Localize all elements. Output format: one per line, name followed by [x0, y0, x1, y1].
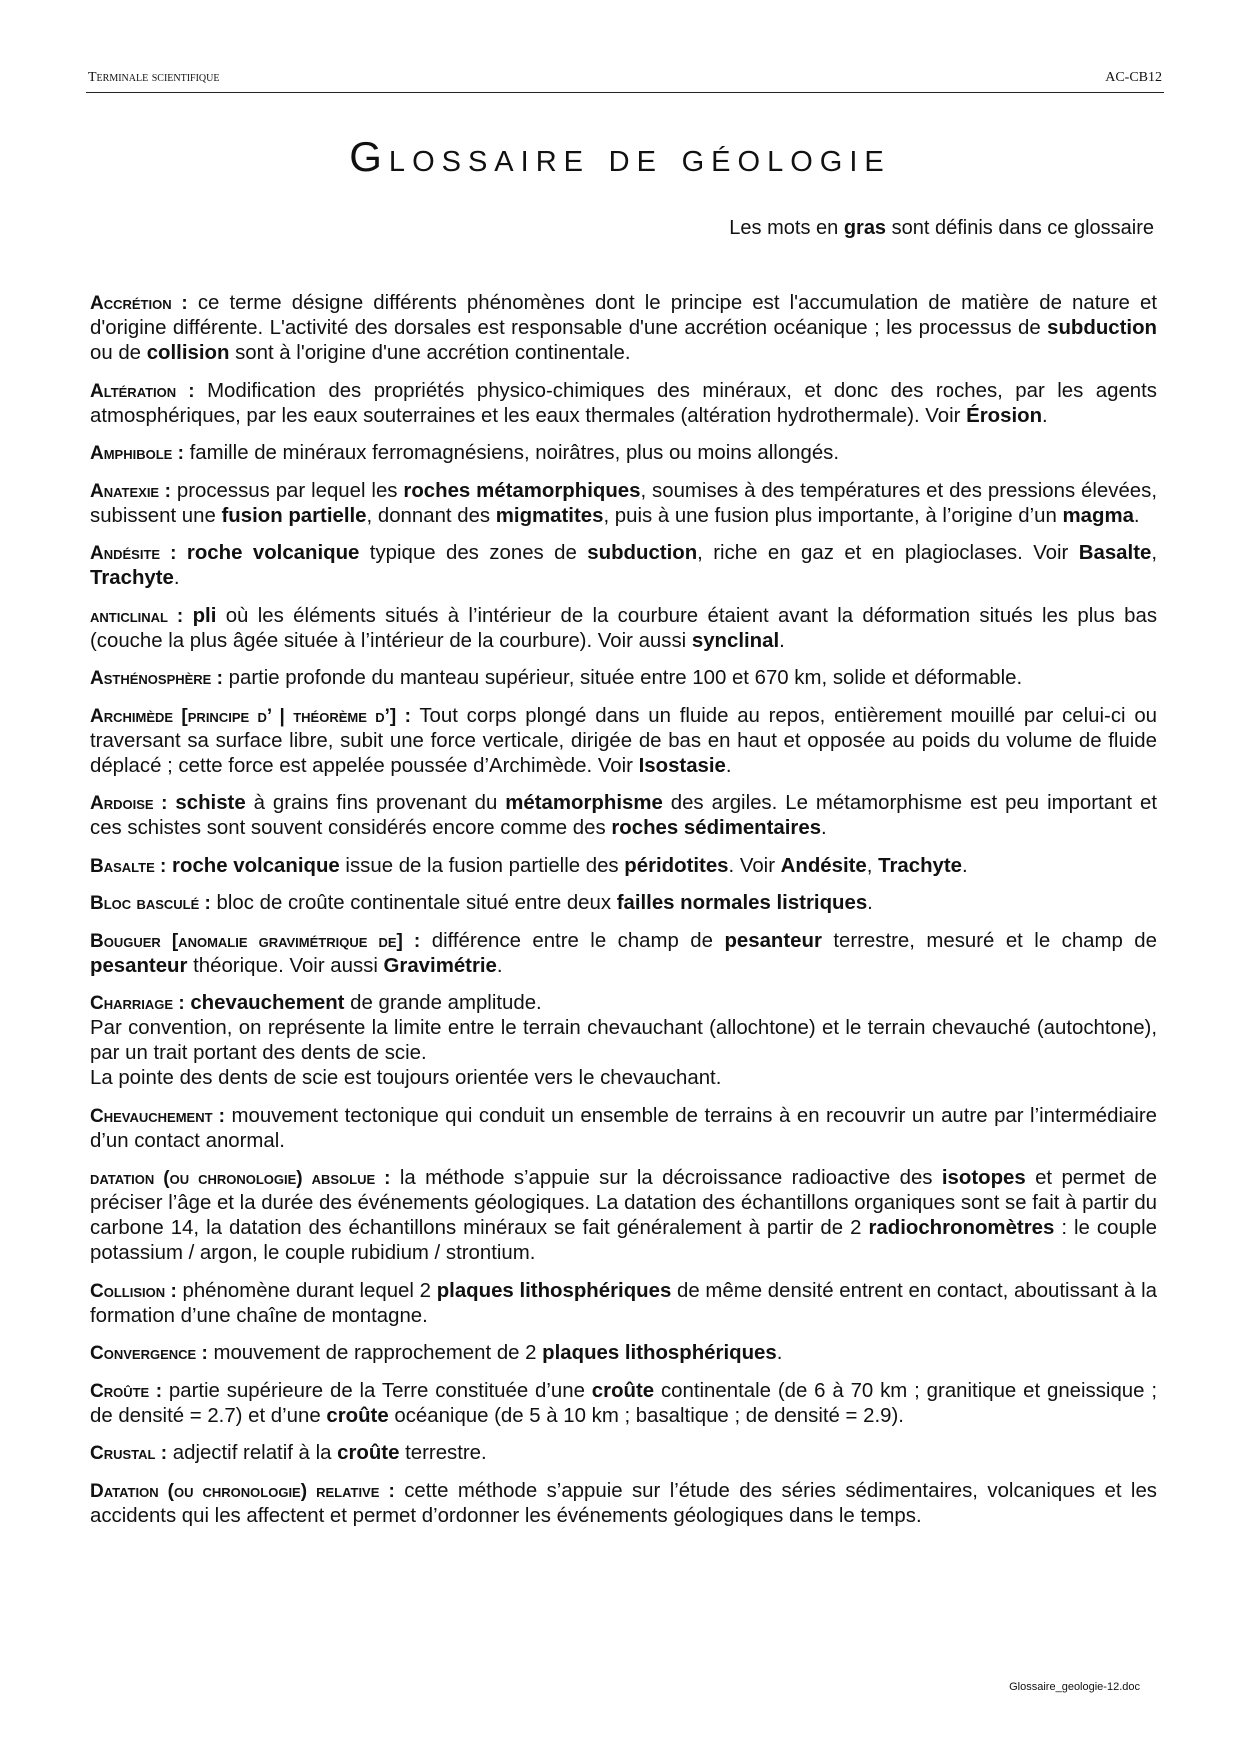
glossary-bold-term: pesanteur — [90, 954, 188, 977]
glossary-definition-text: . — [821, 817, 827, 839]
glossary-definition-text: des argiles. Le métamorphisme est peu important et ces schistes sont souvent considérés encore comme des — [90, 792, 1158, 839]
glossary-definition-text — [183, 605, 192, 627]
glossary-bold-term: roches sédimentaires — [611, 817, 822, 839]
glossary-definition-text: terrestre. — [399, 1442, 487, 1464]
glossary-definition-text: , puis à une fusion plus importante, à l’origine d’un — [603, 504, 1063, 527]
glossary-bold-term: pli — [192, 604, 217, 627]
glossary-definition-text: mouvement tectonique qui conduit un ensemble de terrains à en recouvrir un autre par l’intermédiaire d’un contact anormal. — [90, 1104, 1157, 1152]
glossary-definition-text: , — [1151, 542, 1157, 564]
glossary-term: Convergence : — [90, 1343, 208, 1364]
glossary-definition-text: typique des zones de — [359, 542, 588, 564]
glossary-definition-text: continentale (de 6 à 70 km ; granitique et gneissique ; de densité = 2.7) et d’une — [90, 1379, 1158, 1427]
subtitle — [729, 217, 1154, 240]
glossary-entry — [90, 791, 1157, 841]
glossary-entry — [90, 1341, 1157, 1366]
glossary-definition-text: processus par lequel les — [170, 479, 404, 502]
glossary-definition-text: différence entre le champ de — [420, 929, 725, 952]
glossary-bold-term: Trachyte — [878, 854, 962, 877]
subtitle-bold-word: gras — [843, 217, 887, 239]
glossary-entry — [90, 479, 1157, 529]
subtitle-before: Les mots en — [729, 217, 844, 239]
glossary-bold-term: Érosion — [966, 404, 1043, 427]
glossary-term: Amphibole : — [90, 443, 184, 464]
glossary-term: Accrétion : — [90, 293, 188, 314]
glossary-definition-text: . — [867, 892, 873, 914]
glossary-bold-term: roche volcanique — [172, 854, 340, 877]
glossary-definition-text: Modification des propriétés physico-chimiques des minéraux, et donc des roches, par les agents atmosphériques, par les eaux souterraines et les eaux thermales (altération hydrothermale). Voir — [90, 379, 1157, 427]
glossary-entry — [90, 441, 1157, 466]
subtitle-after: sont définis dans ce glossaire — [886, 217, 1154, 239]
glossary-term: Asthénosphère : — [90, 668, 223, 689]
glossary-definition-text: . — [776, 1342, 783, 1364]
glossary-bold-term: radiochronomètres — [868, 1217, 1055, 1239]
glossary-bold-term: synclinal — [691, 629, 780, 652]
glossary-definition-text: et permet de préciser l’âge et la durée des événements géologiques. La datation des échantillons organiques sont se fait à partir du carbone 14, la datation des échantillons minéraux se fait généralement à partir de 2 — [90, 1167, 1157, 1239]
glossary-definition-text — [176, 542, 186, 564]
header-doc-code: AC-CB12 — [1105, 70, 1162, 85]
glossary-definition-text: partie supérieure de la Terre constituée d’une — [162, 1379, 592, 1402]
glossary-entry — [90, 1441, 1157, 1466]
glossary-list — [90, 291, 1157, 1541]
glossary-bold-term: subduction — [1047, 317, 1157, 339]
glossary-definition-text: cette méthode s’appuie sur l’étude des séries sédimentaires, volcaniques et les accidents qui les affectent et permet d’ordonner les événements géologiques dans le temps. — [90, 1479, 1157, 1527]
glossary-definition-text: terrestre, mesuré et le champ de — [821, 929, 1157, 952]
glossary-definition-text: théorique. Voir aussi — [187, 954, 384, 977]
glossary-definition-text: La pointe des dents de scie est toujours orientée vers le chevauchant. — [90, 1067, 722, 1089]
glossary-entry — [90, 604, 1157, 654]
glossary-definition-text: : le couple potassium / argon, le couple rubidium / strontium. — [90, 1217, 1158, 1264]
glossary-definition-text: phénomène durant lequel 2 — [176, 1279, 437, 1302]
glossary-entry — [90, 291, 1157, 366]
glossary-definition-text: . — [1133, 504, 1140, 527]
glossary-entry — [90, 1104, 1157, 1154]
glossary-bold-term: magma — [1062, 504, 1134, 527]
glossary-term: Bouguer [anomalie gravimétrique de] : — [90, 930, 421, 952]
glossary-term: Andésite : — [90, 543, 177, 564]
glossary-bold-term: migmatites — [495, 504, 604, 527]
page-header — [86, 70, 1164, 93]
glossary-bold-term: roche volcanique — [186, 542, 360, 564]
glossary-definition-text: . — [779, 629, 785, 652]
glossary-bold-term: croûte — [591, 1379, 655, 1402]
glossary-term: Crustal : — [90, 1443, 168, 1464]
glossary-bold-term: schiste — [175, 792, 246, 814]
glossary-definition-text: bloc de croûte continentale situé entre deux — [210, 892, 617, 914]
glossary-entry — [90, 1166, 1157, 1266]
glossary-term: Archimède [principe d’ | théorème d’] : — [90, 705, 411, 727]
glossary-definition-text: sont à l'origine d'une accrétion continentale. — [229, 342, 631, 364]
glossary-entry — [90, 379, 1157, 429]
glossary-definition-text: , — [866, 854, 879, 877]
glossary-definition-text: océanique (de 5 à 10 km ; basaltique ; de densité = 2.9). — [388, 1404, 904, 1427]
glossary-definition-text: partie profonde du manteau supérieur, située entre 100 et 670 km, solide et déformable. — [222, 667, 1023, 689]
glossary-bold-term: plaques lithosphériques — [542, 1342, 777, 1364]
glossary-entry — [90, 929, 1157, 979]
glossary-definition-text: à grains fins provenant du — [245, 792, 506, 814]
glossary-definition-text: famille de minéraux ferromagnésiens, noirâtres, plus ou moins allongés. — [183, 442, 840, 464]
glossary-definition-text: . — [496, 954, 503, 977]
glossary-term: Ardoise : — [90, 793, 168, 814]
glossary-bold-term: croûte — [337, 1442, 400, 1464]
glossary-definition-text: la méthode s’appuie sur la décroissance radioactive des — [390, 1167, 942, 1189]
glossary-bold-term: Isostasie — [638, 754, 726, 777]
glossary-definition-text: issue de la fusion partielle des — [339, 854, 625, 877]
glossary-term: Bloc basculé : — [90, 893, 211, 914]
glossary-entry — [90, 1279, 1157, 1329]
glossary-bold-term: isotopes — [941, 1167, 1026, 1189]
glossary-bold-term: Basalte — [1078, 542, 1152, 564]
glossary-definition-text: de même densité entrent en contact, aboutissant à la formation d’une chaîne de montagne. — [90, 1279, 1157, 1327]
glossary-definition-text: , riche en gaz et en plagioclases. Voir — [697, 542, 1079, 564]
glossary-bold-term: collision — [146, 342, 230, 364]
glossary-bold-term: Gravimétrie — [383, 954, 497, 977]
page-footer-filename: Glossaire_geologie-12.doc — [1009, 1681, 1140, 1693]
glossary-definition-text: Tout corps plongé dans un fluide au repos, entièrement mouillé par celui-ci ou traversant sa surface libre, subit une force verticale, dirigée de bas en haut et opposée au poids du volume de fluide déplacé ; cette force est appelée poussée d’Archimède. Voir — [90, 704, 1157, 777]
glossary-entry — [90, 666, 1157, 691]
glossary-definition-text: . — [962, 854, 968, 877]
glossary-term: Anatexie : — [90, 480, 171, 502]
glossary-bold-term: Trachyte — [90, 567, 174, 589]
glossary-term: Datation (ou chronologie) relative : — [90, 1480, 395, 1502]
glossary-entry — [90, 1379, 1157, 1429]
glossary-definition-text: . — [1042, 404, 1048, 427]
glossary-bold-term: métamorphisme — [505, 792, 663, 814]
glossary-term: Charriage : — [90, 993, 185, 1014]
glossary-definition-text: mouvement de rapprochement de 2 — [207, 1342, 543, 1364]
glossary-entry — [90, 1479, 1157, 1529]
glossary-term: anticlinal : — [90, 605, 184, 627]
glossary-bold-term: fusion partielle — [221, 504, 367, 527]
glossary-term: Croûte : — [90, 1380, 163, 1402]
glossary-definition-text: adjectif relatif à la — [167, 1442, 338, 1464]
glossary-bold-term: Andésite — [780, 854, 867, 877]
glossary-definition-text: de grande amplitude. — [344, 992, 542, 1014]
glossary-bold-term: plaques lithosphériques — [436, 1279, 672, 1302]
glossary-definition-text: . Voir — [728, 854, 781, 877]
glossary-entry — [90, 704, 1157, 779]
glossary-term: Chevauchement : — [90, 1105, 225, 1127]
glossary-term: Basalte : — [90, 855, 167, 877]
glossary-definition-text: . — [725, 754, 732, 777]
glossary-entry — [90, 854, 1157, 879]
glossary-entry — [90, 541, 1157, 591]
glossary-definition-text: . — [173, 567, 180, 589]
glossary-bold-term: croûte — [326, 1404, 389, 1427]
glossary-bold-term: péridotites — [624, 854, 729, 877]
glossary-definition-text: Par convention, on représente la limite entre le terrain chevauchant (allochtone) et le terrain chevauché (autochtone), par un trait portant des dents de scie. — [90, 1017, 1157, 1064]
glossary-bold-term: subduction — [587, 542, 698, 564]
glossary-bold-term: roches métamorphiques — [403, 479, 641, 502]
glossary-term: Collision : — [90, 1280, 177, 1302]
glossary-bold-term: failles normales listriques — [616, 892, 868, 914]
glossary-entry — [90, 991, 1157, 1091]
glossary-term: Altération : — [90, 380, 195, 402]
glossary-bold-term: chevauchement — [190, 992, 345, 1014]
glossary-bold-term: pesanteur — [724, 929, 822, 952]
glossary-entry — [90, 891, 1157, 916]
glossary-definition-text: , donnant des — [366, 504, 496, 527]
glossary-definition-text: où les éléments situés à l’intérieur de la courbure étaient avant la déformation situés les plus bas (couche la plus âgée située à l’intérieur de la courbure). Voir aussi — [90, 604, 1158, 652]
header-course-label: Terminale scientifique — [88, 70, 220, 85]
glossary-definition-text: , soumises à des températures et des pressions élevées, subissent une — [90, 479, 1157, 527]
glossary-definition-text: ou de — [90, 342, 147, 364]
glossary-definition-text: ce terme désigne différents phénomènes dont le principe est l'accumulation de matière de nature et d'origine différente. L'activité des dorsales est responsable d'une accrétion océanique ; les processus de — [90, 292, 1157, 339]
page-title: Glossaire de géologie — [349, 133, 891, 180]
glossary-term: datation (ou chronologie) absolue : — [90, 1168, 391, 1189]
